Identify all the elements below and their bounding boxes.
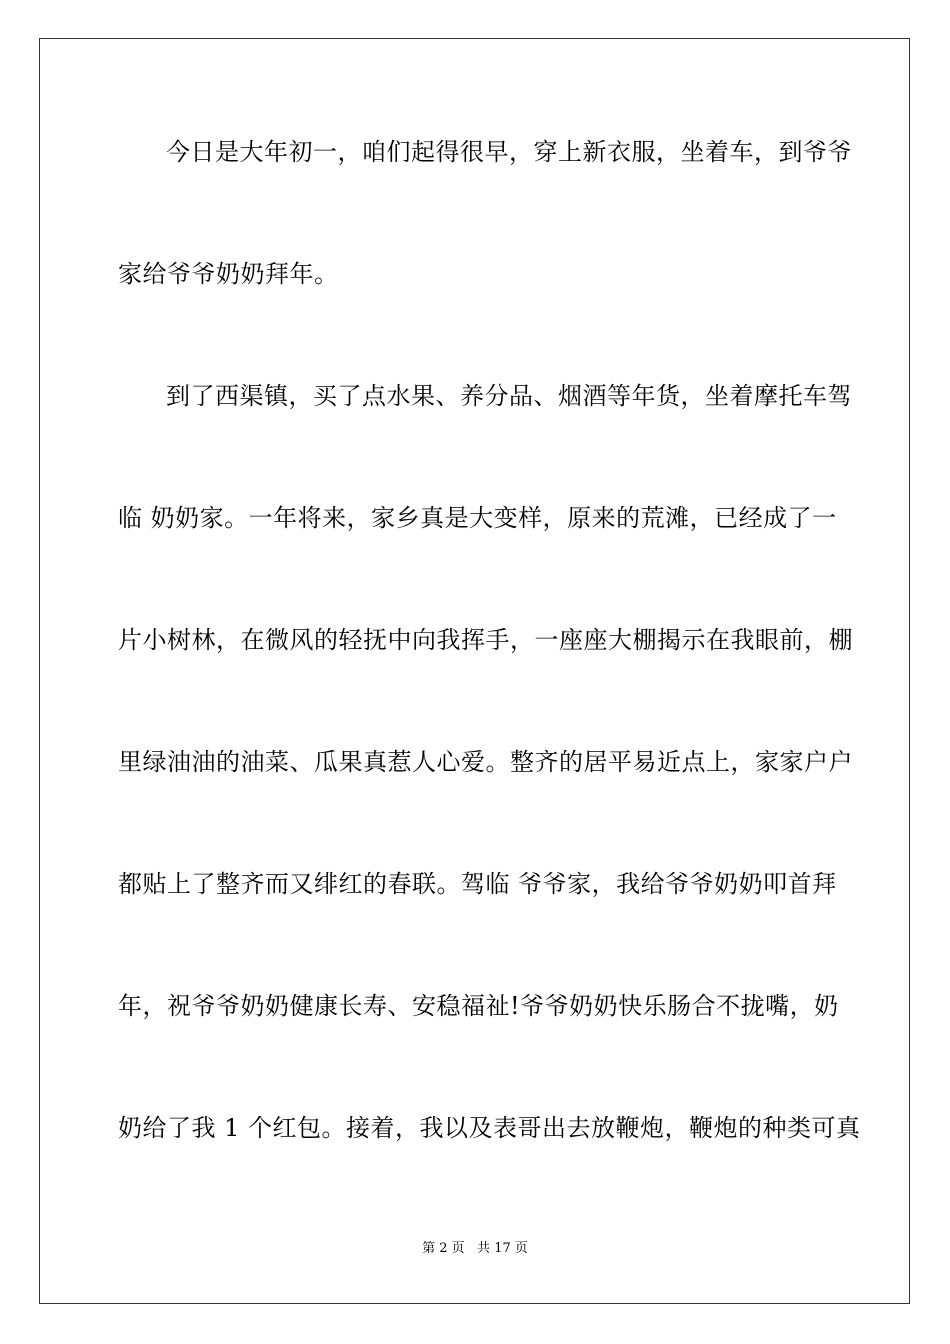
paragraph-2-line-1: 到了西渠镇，买了点水果、养分品、烟酒等年货，坐着摩托车驾: [166, 382, 852, 410]
paragraph-1-line-2: 家给爷爷奶奶拜年。: [118, 260, 339, 288]
paragraph-2-line-6: 年，祝爷爷奶奶健康长寿、安稳福祉!爷爷奶奶快乐肠合不拢嘴，奶: [118, 992, 839, 1020]
page-number-footer: 第 2 页 共 17 页: [422, 1241, 528, 1256]
paragraph-2-line-4: 里绿油油的油菜、瓜果真惹人心爱。整齐的居平易近点上，家家户户: [118, 748, 853, 776]
paragraph-1-line-1: 今日是大年初一，咱们起得很早，穿上新衣服，坐着车，到爷爷: [166, 138, 852, 166]
paragraph-2-line-7: 奶给了我 1 个红包。接着，我以及表哥出去放鞭炮，鞭炮的种类可真: [118, 1114, 861, 1142]
paragraph-2-line-2: 临 奶奶家。一年将来，家乡真是大变样，原来的荒滩，已经成了一: [118, 504, 837, 532]
paragraph-2-line-5: 都贴上了整齐而又绯红的春联。驾临 爷爷家，我给爷爷奶奶叩首拜: [118, 870, 837, 898]
paragraph-2-line-3: 片小树林，在微风的轻抚中向我挥手，一座座大棚揭示在我眼前，棚: [118, 626, 853, 654]
